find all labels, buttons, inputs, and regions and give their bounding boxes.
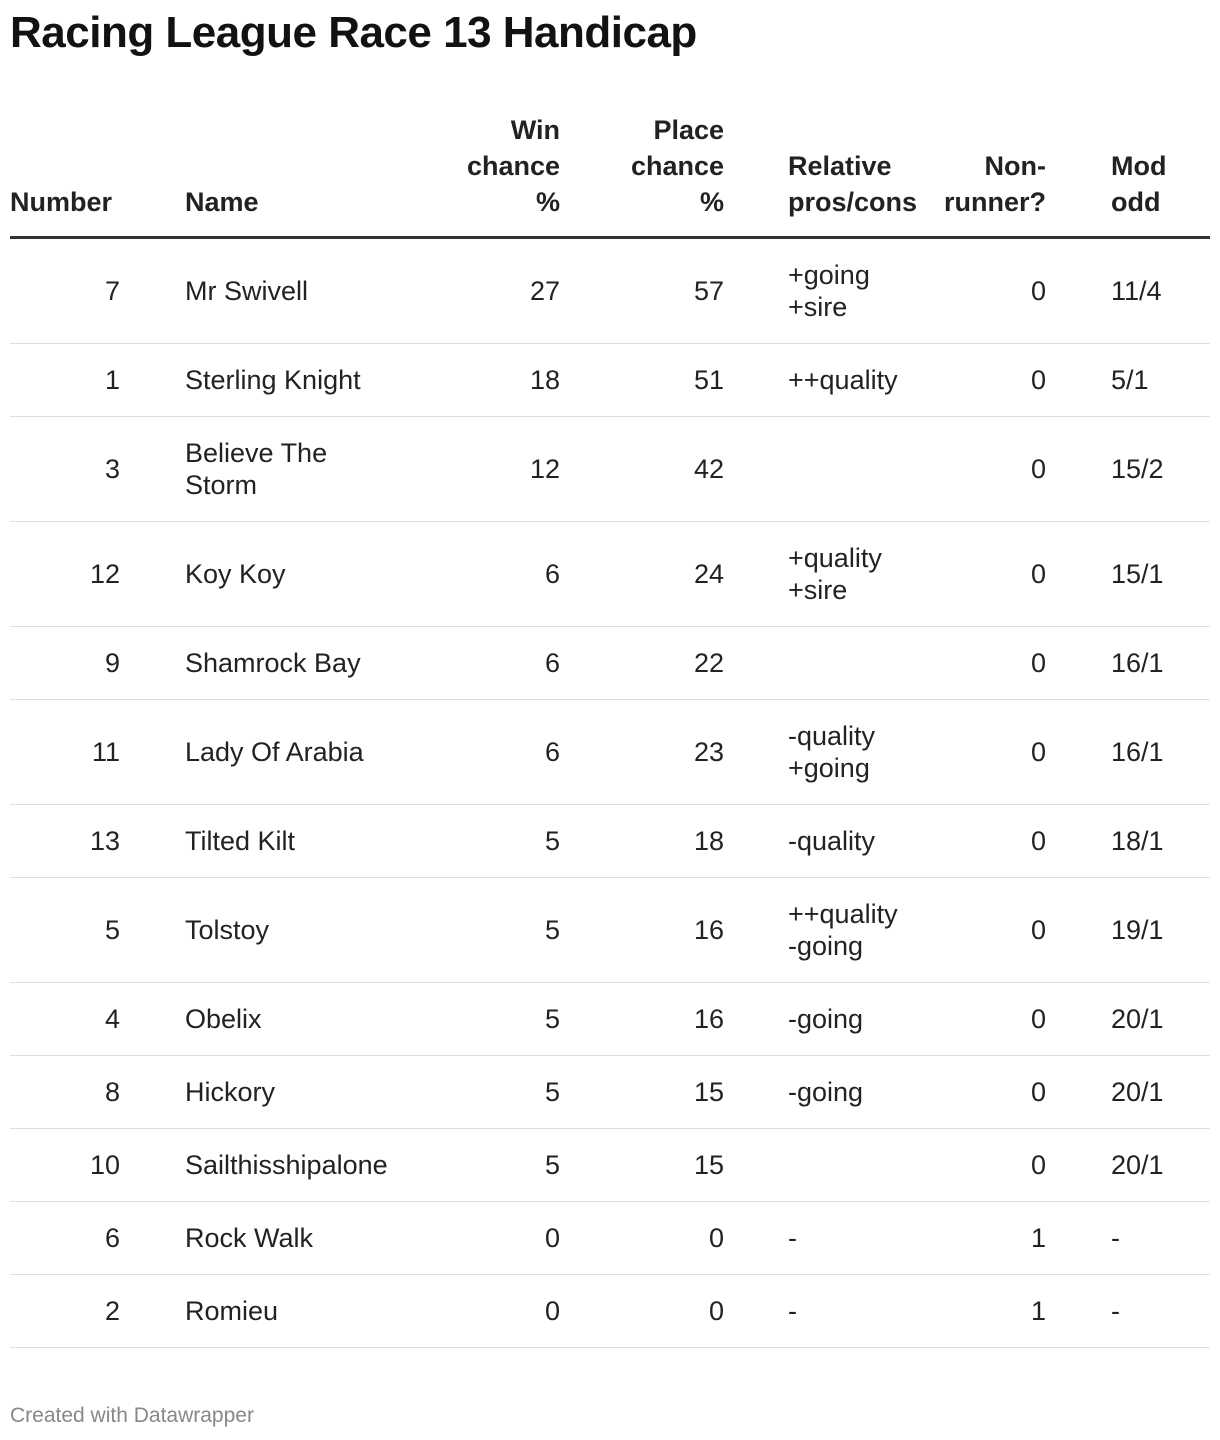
data-table bbox=[10, 112, 1210, 1348]
cell-relative bbox=[724, 1129, 918, 1202]
cell-nonrunner: 0 bbox=[918, 1129, 1046, 1202]
table-row bbox=[10, 878, 1210, 983]
cell-number: 13 bbox=[10, 805, 185, 878]
relative-item: -going bbox=[788, 1004, 864, 1034]
cell-nonrunner: 0 bbox=[918, 983, 1046, 1056]
table-row bbox=[10, 805, 1210, 878]
cell-relative bbox=[724, 522, 918, 627]
cell-place-chance: 42 bbox=[560, 417, 724, 522]
cell-number: 2 bbox=[10, 1275, 185, 1348]
cell-relative bbox=[724, 1202, 918, 1275]
cell-relative bbox=[724, 805, 918, 878]
table-row bbox=[10, 417, 1210, 522]
cell-place-chance: 57 bbox=[560, 238, 724, 344]
cell-relative bbox=[724, 1275, 918, 1348]
cell-number: 6 bbox=[10, 1202, 185, 1275]
cell-nonrunner: 0 bbox=[918, 1056, 1046, 1129]
cell-number: 11 bbox=[10, 700, 185, 805]
cell-odds: 15/1 bbox=[1046, 522, 1210, 627]
cell-number: 8 bbox=[10, 1056, 185, 1129]
cell-name: Obelix bbox=[185, 983, 415, 1056]
column-header-relative[interactable]: Relative pros/cons bbox=[724, 112, 918, 238]
cell-nonrunner: 1 bbox=[918, 1275, 1046, 1348]
column-header-place[interactable]: Place chance % bbox=[560, 112, 724, 238]
cell-odds: 16/1 bbox=[1046, 700, 1210, 805]
cell-place-chance: 18 bbox=[560, 805, 724, 878]
cell-odds: 20/1 bbox=[1046, 1056, 1210, 1129]
cell-nonrunner: 0 bbox=[918, 878, 1046, 983]
relative-item: -quality bbox=[788, 826, 876, 856]
cell-place-chance: 0 bbox=[560, 1275, 724, 1348]
cell-place-chance: 23 bbox=[560, 700, 724, 805]
cell-relative bbox=[724, 627, 918, 700]
cell-nonrunner: 0 bbox=[918, 238, 1046, 344]
cell-name: Koy Koy bbox=[185, 522, 415, 627]
cell-relative bbox=[724, 417, 918, 522]
cell-number: 3 bbox=[10, 417, 185, 522]
cell-number: 4 bbox=[10, 983, 185, 1056]
relative-item: - bbox=[788, 1223, 797, 1253]
cell-odds: 16/1 bbox=[1046, 627, 1210, 700]
cell-odds: 18/1 bbox=[1046, 805, 1210, 878]
cell-place-chance: 16 bbox=[560, 983, 724, 1056]
cell-name: Rock Walk bbox=[185, 1202, 415, 1275]
cell-odds: 11/4 bbox=[1046, 238, 1210, 344]
cell-place-chance: 16 bbox=[560, 878, 724, 983]
cell-relative bbox=[724, 983, 918, 1056]
cell-nonrunner: 0 bbox=[918, 522, 1046, 627]
relative-item: ++quality bbox=[788, 899, 898, 929]
cell-name: Tolstoy bbox=[185, 878, 415, 983]
cell-odds: - bbox=[1046, 1275, 1210, 1348]
cell-relative bbox=[724, 238, 918, 344]
table-row bbox=[10, 1202, 1210, 1275]
header-row bbox=[10, 112, 1210, 238]
column-header-win[interactable]: Win chance % bbox=[415, 112, 560, 238]
column-header-number[interactable]: Number bbox=[10, 112, 185, 238]
relative-item: ++quality bbox=[788, 365, 898, 395]
cell-odds: 19/1 bbox=[1046, 878, 1210, 983]
cell-place-chance: 51 bbox=[560, 344, 724, 417]
table-row bbox=[10, 344, 1210, 417]
table-row bbox=[10, 1056, 1210, 1129]
column-header-odds[interactable]: Mod odd bbox=[1046, 112, 1210, 238]
table-row bbox=[10, 238, 1210, 344]
cell-odds: 20/1 bbox=[1046, 983, 1210, 1056]
relative-item: +sire bbox=[788, 575, 848, 605]
cell-name: Mr Swivell bbox=[185, 238, 415, 344]
table-row bbox=[10, 1275, 1210, 1348]
cell-name: Tilted Kilt bbox=[185, 805, 415, 878]
table-title: Racing League Race 13 Handicap bbox=[10, 8, 697, 57]
cell-name: Shamrock Bay bbox=[185, 627, 415, 700]
table-row bbox=[10, 627, 1210, 700]
cell-relative bbox=[724, 700, 918, 805]
cell-win-chance: 0 bbox=[415, 1202, 560, 1275]
cell-place-chance: 24 bbox=[560, 522, 724, 627]
table-row bbox=[10, 522, 1210, 627]
cell-name: Romieu bbox=[185, 1275, 415, 1348]
relative-item: - bbox=[788, 1296, 797, 1326]
relative-item: -quality bbox=[788, 721, 876, 751]
cell-nonrunner: 0 bbox=[918, 417, 1046, 522]
cell-odds: 15/2 bbox=[1046, 417, 1210, 522]
cell-nonrunner: 1 bbox=[918, 1202, 1046, 1275]
cell-number: 5 bbox=[10, 878, 185, 983]
relative-item: +sire bbox=[788, 292, 848, 322]
cell-win-chance: 6 bbox=[415, 700, 560, 805]
cell-relative bbox=[724, 878, 918, 983]
cell-name: Lady Of Arabia bbox=[185, 700, 415, 805]
table-row bbox=[10, 700, 1210, 805]
cell-win-chance: 0 bbox=[415, 1275, 560, 1348]
cell-name: Believe The Storm bbox=[185, 417, 415, 522]
cell-win-chance: 5 bbox=[415, 805, 560, 878]
table-row bbox=[10, 983, 1210, 1056]
cell-number: 1 bbox=[10, 344, 185, 417]
cell-win-chance: 27 bbox=[415, 238, 560, 344]
table-row bbox=[10, 1129, 1210, 1202]
relative-item: +going bbox=[788, 260, 870, 290]
cell-odds: 5/1 bbox=[1046, 344, 1210, 417]
cell-place-chance: 0 bbox=[560, 1202, 724, 1275]
cell-name: Sailthisshipalone bbox=[185, 1129, 415, 1202]
cell-name: Sterling Knight bbox=[185, 344, 415, 417]
column-header-name[interactable]: Name bbox=[185, 112, 415, 238]
race-table bbox=[10, 112, 1210, 1348]
cell-win-chance: 18 bbox=[415, 344, 560, 417]
cell-nonrunner: 0 bbox=[918, 805, 1046, 878]
cell-place-chance: 15 bbox=[560, 1129, 724, 1202]
table-body bbox=[10, 238, 1210, 1348]
relative-item: +going bbox=[788, 753, 870, 783]
cell-number: 10 bbox=[10, 1129, 185, 1202]
cell-win-chance: 5 bbox=[415, 1056, 560, 1129]
cell-nonrunner: 0 bbox=[918, 700, 1046, 805]
cell-odds: - bbox=[1046, 1202, 1210, 1275]
cell-win-chance: 5 bbox=[415, 878, 560, 983]
cell-win-chance: 6 bbox=[415, 627, 560, 700]
footer-credit[interactable]: Created with Datawrapper bbox=[10, 1404, 254, 1427]
cell-number: 9 bbox=[10, 627, 185, 700]
cell-win-chance: 5 bbox=[415, 1129, 560, 1202]
relative-item: +quality bbox=[788, 543, 882, 573]
cell-relative bbox=[724, 344, 918, 417]
cell-win-chance: 5 bbox=[415, 983, 560, 1056]
relative-item: -going bbox=[788, 931, 864, 961]
cell-place-chance: 22 bbox=[560, 627, 724, 700]
cell-nonrunner: 0 bbox=[918, 627, 1046, 700]
cell-odds: 20/1 bbox=[1046, 1129, 1210, 1202]
cell-win-chance: 12 bbox=[415, 417, 560, 522]
cell-nonrunner: 0 bbox=[918, 344, 1046, 417]
cell-name: Hickory bbox=[185, 1056, 415, 1129]
cell-number: 7 bbox=[10, 238, 185, 344]
column-header-nonrunner[interactable]: Non- runner? bbox=[918, 112, 1046, 238]
cell-win-chance: 6 bbox=[415, 522, 560, 627]
cell-place-chance: 15 bbox=[560, 1056, 724, 1129]
relative-item: -going bbox=[788, 1077, 864, 1107]
cell-number: 12 bbox=[10, 522, 185, 627]
cell-relative bbox=[724, 1056, 918, 1129]
